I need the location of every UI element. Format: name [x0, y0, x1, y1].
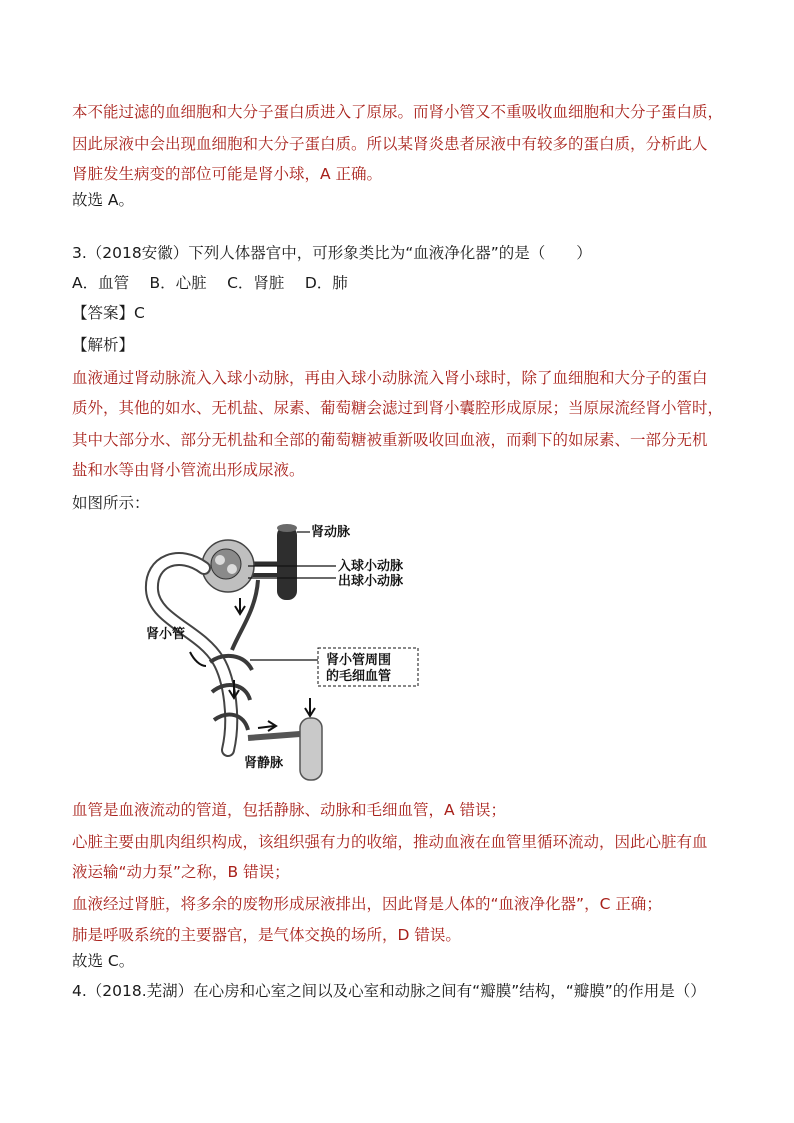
label-capillary-line-1: 肾小管周围 [326, 653, 392, 668]
analysis-line: 盐和水等由肾小管流出形成尿液。 [72, 461, 305, 479]
analysis-heading: 【解析】 [72, 336, 135, 354]
figure-intro: 如图所示： [72, 494, 150, 512]
analysis-line: 其中大部分水、部分无机盐和全部的葡萄糖被重新吸收回血液，而剩下的如尿素、一部分无机 [72, 431, 708, 449]
question-3-options: A．血管 B．心脏 C．肾脏 D．肺 [72, 274, 348, 292]
question-4-stem: 4.（2018.芜湖）在心房和心室之间以及心室和动脉之间有“瓣膜”结构，“瓣膜”的作用是（） [72, 982, 706, 1000]
analysis-line: 血液通过肾动脉流入入球小动脉，再由入球小动脉流入肾小球时，除了血细胞和大分子的蛋白 [72, 369, 708, 387]
label-renal-vein: 肾静脉 [244, 756, 284, 771]
glomerulus-loop [227, 564, 237, 574]
glomerulus [211, 549, 241, 579]
nephron-figure [140, 520, 440, 785]
label-efferent-arteriole: 出球小动脉 [338, 574, 404, 589]
glomerulus-loop [215, 555, 225, 565]
label-capillary-line-2: 的毛细血管 [326, 669, 392, 684]
option-analysis-line: 心脏主要由肌肉组织构成，该组织强有力的收缩，推动血液在血管里循环流动，因此心脏有血 [72, 833, 708, 851]
flow-arrow [190, 652, 206, 666]
analysis-line: 因此尿液中会出现血细胞和大分子蛋白质。所以某肾炎患者尿液中有较多的蛋白质，分析此人 [72, 135, 708, 153]
analysis-line: 质外，其他的如水、无机盐、尿素、葡萄糖会滤过到肾小囊腔形成原尿；当原尿流经肾小管时， [72, 399, 724, 417]
option-analysis-line: 液运输“动力泵”之称，B 错误； [72, 863, 290, 881]
renal-vein-shape [300, 718, 322, 780]
renal-artery-top [277, 524, 297, 532]
analysis-line: 本不能过滤的血细胞和大分子蛋白质进入了原尿。而肾小管又不重吸收血细胞和大分子蛋白质， [72, 103, 724, 121]
conclusion-line: 故选 A。 [72, 191, 135, 209]
analysis-line: 肾脏发生病变的部位可能是肾小球，A 正确。 [72, 165, 383, 183]
question-3-stem: 3.（2018安徽）下列人体器官中，可形象类比为“血液净化器”的是（ ） [72, 244, 592, 262]
conclusion-line: 故选 C。 [72, 952, 135, 970]
label-afferent-arteriole: 入球小动脉 [338, 559, 404, 574]
option-analysis-line: 肺是呼吸系统的主要器官，是气体交换的场所，D 错误。 [72, 926, 461, 944]
label-renal-tubule: 肾小管 [146, 627, 186, 642]
answer-line: 【答案】C [72, 304, 145, 322]
renal-artery-shape [277, 526, 297, 600]
option-analysis-line: 血管是血液流动的管道，包括静脉、动脉和毛细血管，A 错误； [72, 801, 507, 819]
nephron-diagram [140, 520, 440, 785]
label-renal-artery: 肾动脉 [311, 525, 351, 540]
option-analysis-line: 血液经过肾脏，将多余的废物形成尿液排出，因此肾是人体的“血液净化器”，C 正确； [72, 895, 662, 913]
renal-vein-branch [248, 734, 300, 738]
